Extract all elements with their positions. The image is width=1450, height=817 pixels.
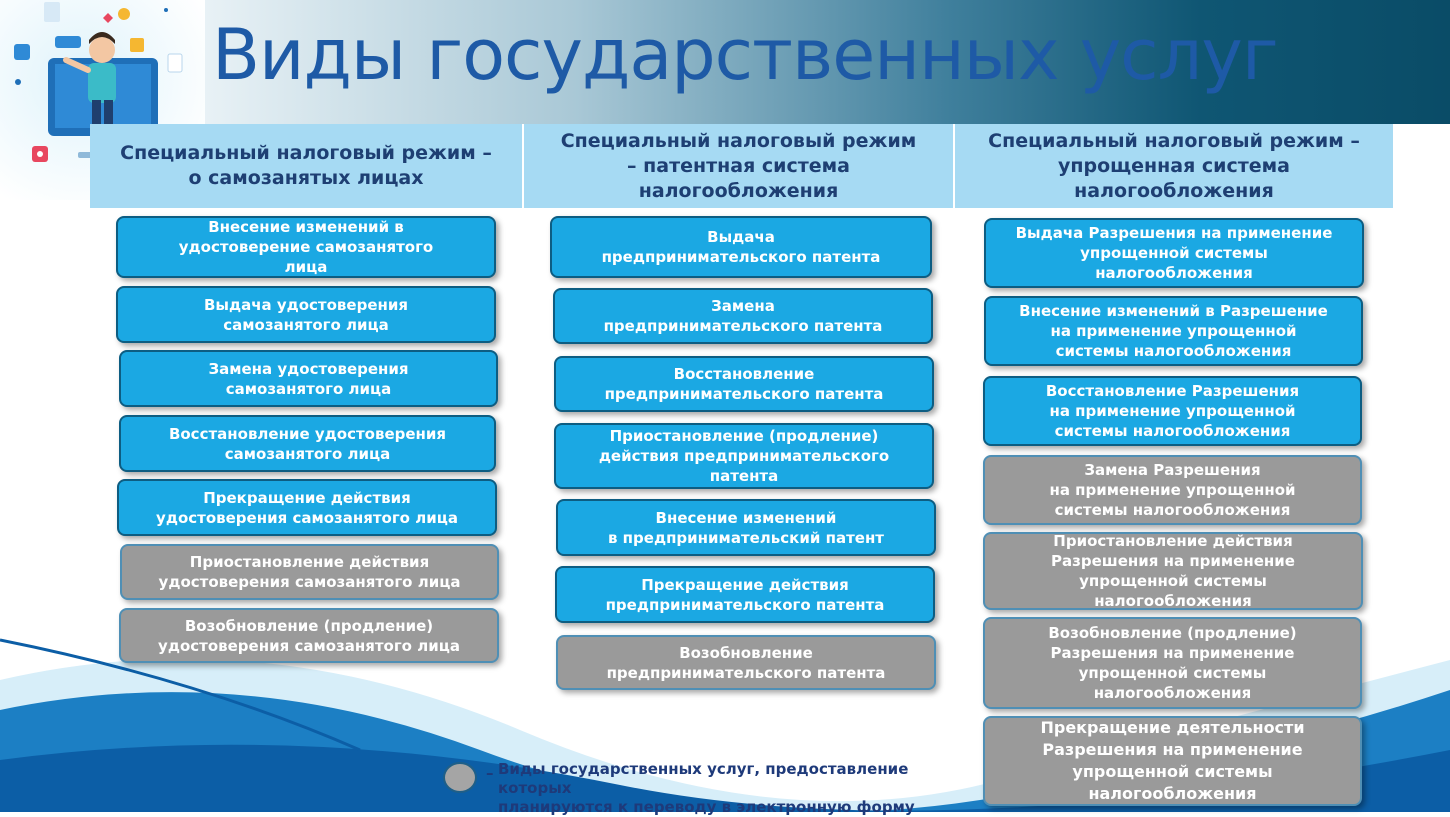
share-icon	[32, 146, 48, 162]
service-item[interactable]: Прекращение действия предпринимательского патента	[555, 566, 935, 623]
service-item[interactable]: Восстановление Разрешения на применение упрощенной системы налогообложения	[983, 376, 1362, 446]
service-item[interactable]: Замена удостоверения самозанятого лица	[119, 350, 498, 407]
service-item[interactable]: Прекращение действия удостоверения самозанятого лица	[117, 479, 497, 536]
service-item-planned[interactable]: Прекращение деятельности Разрешения на применение упрощенной системы налогообложения	[983, 716, 1362, 806]
column-header-self-employed: Специальный налоговый режим – о самозанятых лицах	[90, 124, 522, 208]
legend-text: Виды государственных услуг, предоставление которых планируются к переводу в электронную форму	[498, 760, 915, 816]
service-item-planned[interactable]: Замена Разрешения на применение упрощенной системы налогообложения	[983, 455, 1362, 525]
service-item[interactable]: Восстановление удостоверения самозанятого лица	[119, 415, 496, 472]
service-item-planned[interactable]: Приостановление действия Разрешения на применение упрощенной системы налогообложения	[983, 532, 1363, 610]
service-item-planned[interactable]: Возобновление (продление) удостоверения самозанятого лица	[119, 608, 499, 663]
service-item[interactable]: Замена предпринимательского патента	[553, 288, 933, 344]
page-title: Виды государственных услуг	[212, 14, 1278, 96]
legend-gray-marker	[443, 762, 477, 793]
service-item-planned[interactable]: Приостановление действия удостоверения самозанятого лица	[120, 544, 499, 600]
service-item[interactable]: Приостановление (продление) действия предпринимательского патента	[554, 423, 934, 489]
column-header-patent: Специальный налоговый режим – патентная система налогообложения	[524, 124, 953, 208]
column-header-simplified: Специальный налоговый режим – упрощенная система налогообложения	[955, 124, 1393, 208]
badge-icon	[118, 8, 130, 20]
service-item[interactable]: Внесение изменений в предпринимательский патент	[556, 499, 936, 556]
legend-dash: –	[486, 764, 494, 782]
service-item-planned[interactable]: Возобновление предпринимательского патента	[556, 635, 936, 690]
service-item[interactable]: Выдача предпринимательского патента	[550, 216, 932, 278]
service-item-planned[interactable]: Возобновление (продление) Разрешения на применение упрощенной системы налогообложения	[983, 617, 1362, 709]
service-item[interactable]: Внесение изменений в удостоверение самозанятого лица	[116, 216, 496, 278]
service-item[interactable]: Внесение изменений в Разрешение на применение упрощенной системы налогообложения	[984, 296, 1363, 366]
service-item[interactable]: Выдача удостоверения самозанятого лица	[116, 286, 496, 343]
chat-icon	[55, 36, 81, 48]
service-item[interactable]: Восстановление предпринимательского патента	[554, 356, 934, 412]
service-item[interactable]: Выдача Разрешения на применение упрощенной системы налогообложения	[984, 218, 1364, 288]
